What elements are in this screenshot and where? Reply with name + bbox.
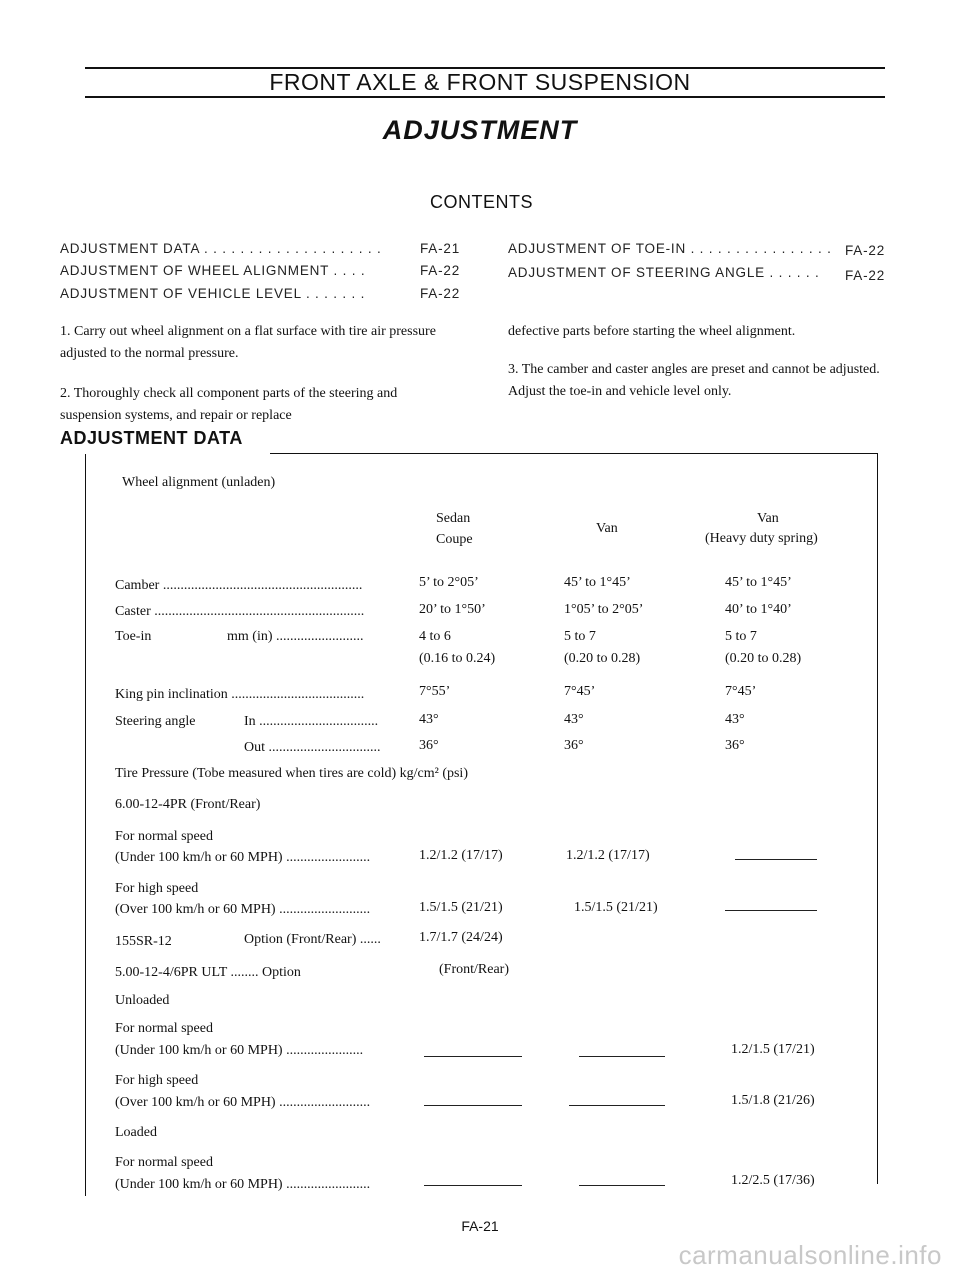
toc-left-3-label[interactable]: ADJUSTMENT OF VEHICLE LEVEL . . . . . . . xyxy=(60,286,366,301)
header-bottom-rule xyxy=(85,96,885,98)
tire-unloaded-heading: Unloaded xyxy=(115,993,170,1008)
intro-paragraph-2: 2. Thoroughly check all component parts of the steering and suspension systems, and repair or replace xyxy=(60,386,398,423)
intro-paragraph-1: 1. Carry out wheel alignment on a flat surface with tire air pressure adjusted to the normal pressure. xyxy=(60,324,436,361)
caster-sedan: 20’ to 1°50’ xyxy=(419,602,486,617)
toc-right-1-page[interactable]: FA-22 xyxy=(845,243,886,258)
caster-van-hd: 40’ to 1°40’ xyxy=(725,602,792,617)
tire-pressure-heading: Tire Pressure (Tobe measured when tires are cold) kg/cm² (psi) xyxy=(115,766,468,781)
watermark: carmanualsonline.info xyxy=(678,1240,942,1270)
camber-van: 45’ to 1°45’ xyxy=(564,575,631,590)
tire-high-1-a: For high speed xyxy=(115,881,199,896)
tire-normal-3-a: For normal speed xyxy=(115,1155,213,1170)
tire-normal-2-sedan-dash xyxy=(424,1056,522,1057)
toe-in-label: Toe-in xyxy=(115,629,152,644)
section-title: FRONT AXLE & FRONT SUSPENSION xyxy=(269,69,691,95)
intro-paragraph-3: 3. The camber and caster angles are preset and cannot be adjusted. Adjust the toe-in and vehicle level only. xyxy=(508,362,880,399)
steering-out-label: Out ................................ xyxy=(244,740,381,755)
tire-size-2-sedan: 1.7/1.7 (24/24) xyxy=(419,930,503,945)
steering-angle-label: Steering angle xyxy=(115,714,196,729)
steering-out-van-hd: 36° xyxy=(725,738,745,753)
toc-right-1-label[interactable]: ADJUSTMENT OF TOE-IN . . . . . . . . . . . . . . . . xyxy=(508,241,832,256)
tire-normal-1-a: For normal speed xyxy=(115,829,213,844)
table-top-rule xyxy=(270,453,878,454)
tire-high-1-sedan: 1.5/1.5 (21/21) xyxy=(419,900,503,915)
tire-loaded-heading: Loaded xyxy=(115,1125,157,1140)
king-pin-label: King pin inclination ...................................... xyxy=(115,687,365,702)
page-number: FA-21 xyxy=(461,1218,499,1234)
steering-in-van-hd: 43° xyxy=(725,712,745,727)
steering-in-sedan: 43° xyxy=(419,712,439,727)
tire-normal-2-b: (Under 100 km/h or 60 MPH) ...................... xyxy=(115,1043,364,1058)
caster-label: Caster ............................................................ xyxy=(115,604,365,619)
tire-size-1: 6.00-12-4PR (Front/Rear) xyxy=(115,797,261,812)
col-header-coupe: Coupe xyxy=(436,532,473,547)
tire-normal-3-sedan-dash xyxy=(424,1185,522,1186)
tire-normal-1-b: (Under 100 km/h or 60 MPH) ........................ xyxy=(115,850,371,865)
tire-size-3-sedan: (Front/Rear) xyxy=(439,962,509,977)
toe-in-sedan-in: (0.16 to 0.24) xyxy=(419,651,496,666)
tire-high-1-van: 1.5/1.5 (21/21) xyxy=(574,900,658,915)
col-header-sedan: Sedan xyxy=(436,511,471,526)
tire-high-2-van-dash xyxy=(569,1105,665,1106)
tire-size-2-label: 155SR-12 xyxy=(115,934,172,949)
col-header-van-hd-sub: (Heavy duty spring) xyxy=(705,531,818,546)
tire-normal-1-van-hd-dash xyxy=(735,859,817,860)
table-caption: Wheel alignment (unladen) xyxy=(122,475,276,490)
steering-out-sedan: 36° xyxy=(419,738,439,753)
toe-in-van-hd-in: (0.20 to 0.28) xyxy=(725,651,802,666)
tire-high-2-b: (Over 100 km/h or 60 MPH) .......................... xyxy=(115,1095,371,1110)
col-header-van-hd: Van xyxy=(757,511,779,526)
tire-high-1-van-hd-dash xyxy=(725,910,817,911)
king-pin-van: 7°45’ xyxy=(564,684,596,699)
toc-left-1-page[interactable]: FA-21 xyxy=(420,241,461,256)
camber-van-hd: 45’ to 1°45’ xyxy=(725,575,792,590)
camber-sedan: 5’ to 2°05’ xyxy=(419,575,479,590)
toe-in-van-in: (0.20 to 0.28) xyxy=(564,651,641,666)
tire-normal-2-van-dash xyxy=(579,1056,665,1057)
toe-in-sedan: 4 to 6 xyxy=(419,629,451,644)
steering-in-van: 43° xyxy=(564,712,584,727)
tire-high-2-a: For high speed xyxy=(115,1073,199,1088)
tire-normal-3-van-dash xyxy=(579,1185,665,1186)
toe-in-van-hd: 5 to 7 xyxy=(725,629,757,644)
steering-out-van: 36° xyxy=(564,738,584,753)
tire-normal-1-sedan: 1.2/1.2 (17/17) xyxy=(419,848,503,863)
tire-high-2-van-hd: 1.5/1.8 (21/26) xyxy=(731,1093,815,1108)
toc-left-3-page[interactable]: FA-22 xyxy=(420,286,461,301)
tire-size-2-option: Option (Front/Rear) ...... xyxy=(244,932,381,947)
table-right-rule xyxy=(877,454,878,1184)
caster-van: 1°05’ to 2°05’ xyxy=(564,602,644,617)
camber-label: Camber ......................................................... xyxy=(115,578,363,593)
tire-high-2-sedan-dash xyxy=(424,1105,522,1106)
contents-heading: CONTENTS xyxy=(430,192,533,212)
toc-right-2-page[interactable]: FA-22 xyxy=(845,268,886,283)
toc-right-2-label[interactable]: ADJUSTMENT OF STEERING ANGLE . . . . . . xyxy=(508,265,820,280)
tire-size-3-label: 5.00-12-4/6PR ULT ........ Option xyxy=(115,965,301,980)
page-title: ADJUSTMENT xyxy=(382,115,578,145)
toc-left-2-page[interactable]: FA-22 xyxy=(420,263,461,278)
toc-left-2-label[interactable]: ADJUSTMENT OF WHEEL ALIGNMENT . . . . xyxy=(60,263,366,278)
king-pin-sedan: 7°55’ xyxy=(419,684,451,699)
tire-normal-3-b: (Under 100 km/h or 60 MPH) ........................ xyxy=(115,1177,371,1192)
intro-paragraph-2-cont: defective parts before starting the wheel alignment. xyxy=(508,324,796,339)
toe-in-van: 5 to 7 xyxy=(564,629,596,644)
king-pin-van-hd: 7°45’ xyxy=(725,684,757,699)
tire-normal-3-van-hd: 1.2/2.5 (17/36) xyxy=(731,1173,815,1188)
tire-normal-2-a: For normal speed xyxy=(115,1021,213,1036)
tire-normal-2-van-hd: 1.2/1.5 (17/21) xyxy=(731,1042,815,1057)
tire-normal-1-van: 1.2/1.2 (17/17) xyxy=(566,848,650,863)
section-heading-adjustment-data: ADJUSTMENT DATA xyxy=(60,428,243,448)
table-left-rule xyxy=(85,454,86,1196)
toe-in-unit: mm (in) ......................... xyxy=(227,629,364,644)
col-header-van: Van xyxy=(596,521,618,536)
toc-left-1-label[interactable]: ADJUSTMENT DATA . . . . . . . . . . . . . . . . . . . . xyxy=(60,241,382,256)
steering-in-label: In .................................. xyxy=(244,714,379,729)
tire-high-1-b: (Over 100 km/h or 60 MPH) .......................... xyxy=(115,902,371,917)
